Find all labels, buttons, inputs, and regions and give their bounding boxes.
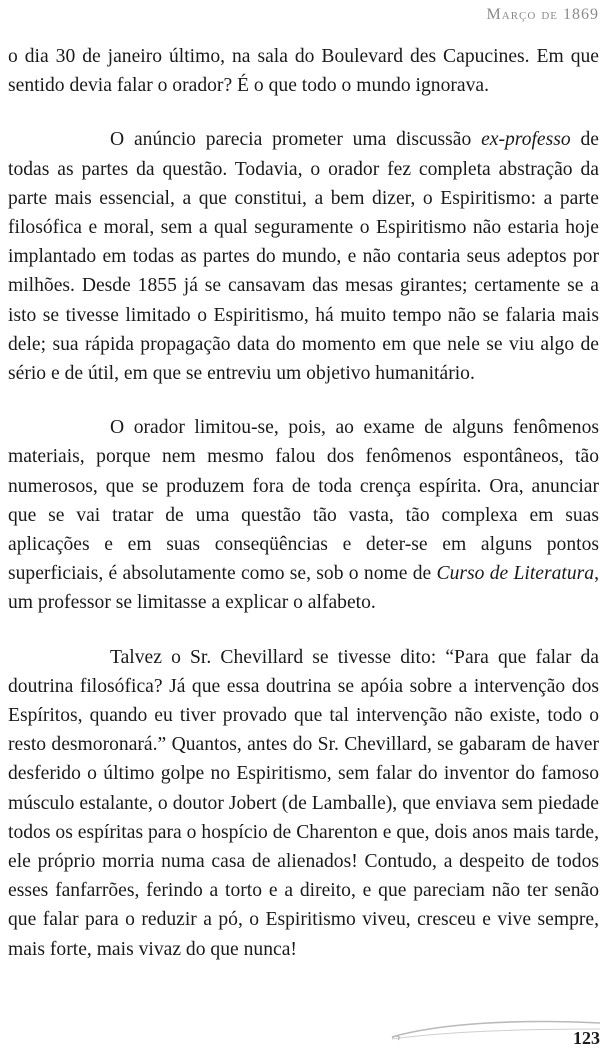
running-header: Março de 1869 bbox=[486, 6, 599, 23]
page-number: 123 bbox=[573, 1028, 600, 1048]
paragraph-text: , um professor se limitasse a explicar o alfabeto. bbox=[8, 563, 599, 614]
paragraph-text: O anúncio parecia prometer uma discussão bbox=[110, 129, 482, 151]
paragraph-1 bbox=[8, 42, 599, 100]
paragraph-4 bbox=[8, 643, 599, 964]
italic-term: ex-professo bbox=[481, 129, 571, 151]
italic-term: Curso de Literatura bbox=[436, 563, 595, 585]
body-text bbox=[8, 42, 599, 989]
paragraph-3 bbox=[8, 413, 599, 617]
footer-swoosh-ornament bbox=[0, 1011, 607, 1057]
paragraph-text: o dia 30 de janeiro último, na sala do Boulevard des Capucines. Em que sentido devia falar o orador? É o que todo o mundo ignorava. bbox=[8, 46, 599, 97]
paragraph-text: Talvez o Sr. Chevillard se tivesse dito: “Para que falar da doutrina filosófica? Já que essa doutrina se apóia sobre a intervenção dos Espíritos, quando eu tiver provado que tal intervenção não existe, todo o resto desmoronará.” Quantos, antes do Sr. Chevillard, se gabaram de haver desferido o último golpe no Espiritismo, sem falar do inventor do famoso músculo estalante, o doutor Jobert (de Lamballe), que enviava sem piedade todos os espíritas para o hospício de Charenton e que, dois anos mais tarde, ele próprio morria numa casa de alienados! Contudo, a despeito de todos esses fanfarrões, ferindo a torto e a direito, e que pareciam não ter senão que falar para o reduzir a pó, o Espiritismo viveu, cresceu e vive sempre, mais forte, mais vivaz do que nunca! bbox=[8, 646, 599, 960]
paragraph-text: de todas as partes da questão. Todavia, o orador fez completa abstração da parte mais essencial, a que constitui, a bem dizer, o Espiritismo: a parte filosófica e moral, sem a qual seguramente o Espiritismo não estaria hoje implantado em todas as partes do mundo, e não contaria seus adeptos por milhões. Desde 1855 já se cansavam das mesas girantes; certamente se a isto se tivesse limitado o Espiritismo, há muito tempo não se falaria mais dele; sua rápida propagação data do momento em que nele se viu algo de sério e de útil, em que se entreviu um objetivo humanitário. bbox=[8, 129, 599, 385]
paragraph-text: O orador limitou-se, pois, ao exame de alguns fenômenos materiais, porque nem mesmo falou dos fenômenos espontâneos, tão numerosos, que se produzem fora de toda crença espírita. Ora, anunciar que se vai tratar de uma questão tão vasta, tão complexa em suas aplicações e em suas conseqüências e deter-se em alguns pontos superficiais, é absolutamente como se, sob o nome de bbox=[8, 417, 599, 585]
page-footer bbox=[0, 1011, 607, 1057]
paragraph-2 bbox=[8, 125, 599, 388]
